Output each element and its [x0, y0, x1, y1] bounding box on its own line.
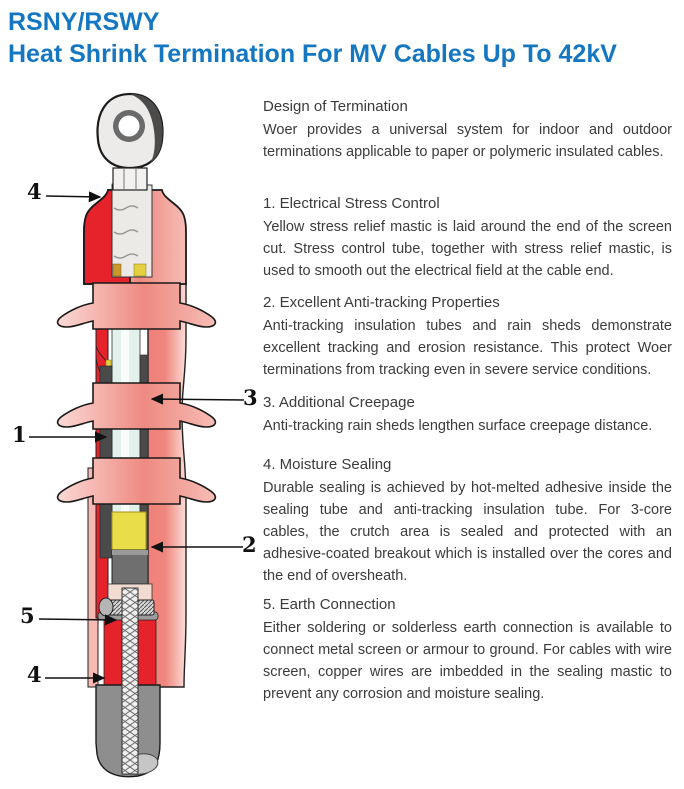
callout-1: 1: [12, 422, 27, 447]
stress-relief-mastic: [112, 512, 146, 550]
section-stress-control: [263, 195, 672, 282]
section-heading: 5. Earth Connection: [263, 596, 396, 613]
callout-3: 3: [243, 385, 258, 410]
rain-shed-2: [58, 383, 216, 429]
rain-shed-1: [58, 283, 216, 329]
top-sealing-assembly: [84, 185, 186, 284]
callout-2: 2: [242, 532, 257, 557]
section-anti-tracking: [263, 294, 672, 381]
lug-hole: [119, 116, 140, 137]
screen-cut: [112, 550, 148, 584]
section-heading: 1. Electrical Stress Control: [263, 195, 440, 212]
page-header: [8, 6, 678, 70]
callout-4-bottom: 4: [27, 662, 42, 687]
section-heading: 3. Additional Creepage: [263, 394, 415, 411]
section-moisture-sealing: [263, 456, 672, 587]
section-creepage: [263, 394, 672, 437]
section-body: Either soldering or solderless earth connection is available to connect metal screen or armour to ground. For cables with wire screen, copper wires are imbedded in the sealing mastic to prevent any corrosion and moisture sealing.: [263, 620, 672, 702]
callout-4-top: 4: [27, 179, 42, 204]
section-body: Anti-tracking rain sheds lengthen surface creepage distance.: [263, 418, 653, 434]
section-body: Anti-tracking insulation tubes and rain sheds demonstrate excellent tracking and erosion resistance. This protect Woer terminations from tracking even in severe service conditions.: [263, 318, 672, 378]
rain-shed-3: [58, 458, 216, 504]
section-body: Woer provides a universal system for indoor and outdoor terminations applicable to paper or polymeric insulated cables.: [263, 122, 672, 160]
section-design: [263, 98, 672, 163]
crimped-lug-barrel: [112, 185, 152, 277]
page-title: Heat Shrink Termination For MV Cables Up To 42kV: [8, 40, 617, 68]
section-body: Yellow stress relief mastic is laid around the end of the screen cut. Stress control tube, together with stress relief mastic, is used to smooth out the electrical field at the cable end.: [263, 219, 672, 279]
product-model: RSNY/RSWY: [8, 8, 160, 36]
section-heading: Design of Termination: [263, 98, 408, 115]
section-heading: 4. Moisture Sealing: [263, 456, 392, 473]
earth-braid: [122, 588, 138, 774]
section-heading: 2. Excellent Anti-tracking Properties: [263, 294, 500, 311]
section-body: Durable sealing is achieved by hot-melted adhesive inside the sealing tube and anti-tracking insulation tube. For 3-core cables, the crutch area is sealed and protected with an adhesive-coated breakout which is installed over the cores and the end of oversheath.: [263, 480, 672, 584]
callout-5: 5: [20, 603, 35, 628]
section-earth-connection: [263, 596, 672, 705]
cable-lug: [98, 94, 163, 190]
